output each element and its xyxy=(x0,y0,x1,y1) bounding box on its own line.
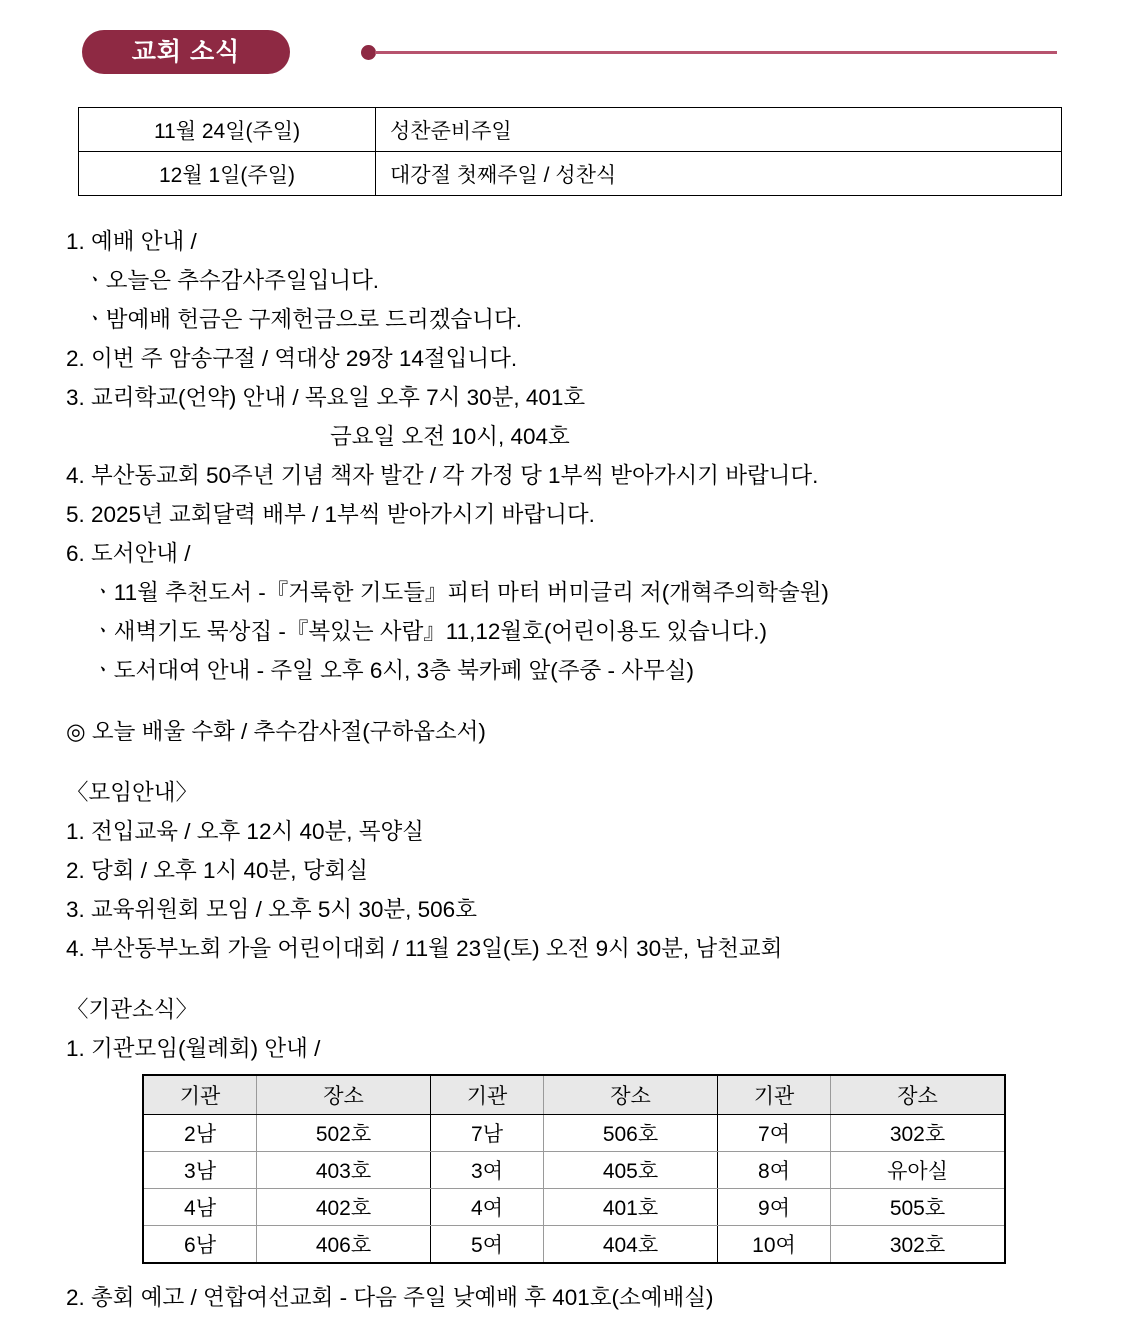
header-rule-decoration xyxy=(375,51,1057,54)
meeting-item: 2. 당회 / 오후 1시 40분, 당회실 xyxy=(66,858,368,883)
notice-item: 5. 2025년 교회달력 배부 / 1부씩 받아가시기 바랍니다. xyxy=(66,502,595,527)
room-cell: 506호 xyxy=(544,1115,718,1152)
schedule-date-cell: 12월 1일(주일) xyxy=(79,152,376,196)
room-cell: 505호 xyxy=(831,1189,1006,1226)
organization-table-container xyxy=(0,1068,1126,1264)
table-header-row xyxy=(143,1075,1005,1115)
table-row xyxy=(143,1115,1005,1152)
org-cell: 3여 xyxy=(431,1152,544,1189)
org-cell: 4여 xyxy=(431,1189,544,1226)
room-cell: 302호 xyxy=(831,1115,1006,1152)
room-cell: 404호 xyxy=(544,1226,718,1264)
notice-subitem: ㆍ새벽기도 묵상집 -『복있는 사람』11,12월호(어린이용도 있습니다.) xyxy=(92,619,768,644)
sign-language-notice: ◎ 오늘 배울 수화 / 추수감사절(구하옵소서) xyxy=(66,719,486,744)
room-cell: 405호 xyxy=(544,1152,718,1189)
room-cell: 406호 xyxy=(257,1226,431,1264)
org-cell: 7남 xyxy=(431,1115,544,1152)
table-row xyxy=(143,1189,1005,1226)
header-dot-decoration xyxy=(361,45,376,60)
org-cell: 9여 xyxy=(718,1189,831,1226)
org-cell: 5여 xyxy=(431,1226,544,1264)
schedule-desc-cell: 성찬준비주일 xyxy=(376,108,1062,152)
room-cell: 402호 xyxy=(257,1189,431,1226)
org-column-header: 기관 xyxy=(431,1075,544,1115)
notice-item: 1. 예배 안내 / xyxy=(66,229,197,254)
notice-item-continuation: 금요일 오전 10시, 404호 xyxy=(330,424,570,449)
table-row xyxy=(79,108,1062,152)
room-column-header: 장소 xyxy=(544,1075,718,1115)
notice-subitem: ㆍ11월 추천도서 -『거룩한 기도들』피터 마터 버미글리 저(개혁주의학술원) xyxy=(92,580,829,605)
schedule-date-cell: 11월 24일(주일) xyxy=(79,108,376,152)
org-cell: 8여 xyxy=(718,1152,831,1189)
org-cell: 10여 xyxy=(718,1226,831,1264)
room-column-header: 장소 xyxy=(257,1075,431,1115)
section-spacer xyxy=(0,968,1126,990)
section-spacer xyxy=(0,690,1126,712)
notice-subitem: ㆍ오늘은 추수감사주일입니다. xyxy=(84,268,380,293)
org-cell: 7여 xyxy=(718,1115,831,1152)
table-row xyxy=(79,152,1062,196)
org-column-header: 기관 xyxy=(143,1075,257,1115)
notice-item: 3. 교리학교(언약) 안내 / 목요일 오후 7시 30분, 401호 xyxy=(66,385,586,410)
notice-item: 4. 부산동교회 50주년 기념 책자 발간 / 각 가정 당 1부씩 받아가시기 바랍니다. xyxy=(66,463,819,488)
room-cell: 302호 xyxy=(831,1226,1006,1264)
org-cell: 6남 xyxy=(143,1226,257,1264)
schedule-table xyxy=(78,107,1062,196)
room-cell: 401호 xyxy=(544,1189,718,1226)
table-row xyxy=(143,1152,1005,1189)
meeting-item: 1. 전입교육 / 오후 12시 40분, 목양실 xyxy=(66,819,424,844)
org-column-header: 기관 xyxy=(718,1075,831,1115)
notice-subitem: ㆍ도서대여 안내 - 주일 오후 6시, 3층 북카페 앞(주중 - 사무실) xyxy=(92,658,694,683)
page-header xyxy=(0,0,1126,100)
notice-subitem: ㆍ밤예배 헌금은 구제헌금으로 드리겠습니다. xyxy=(84,307,522,332)
meeting-item: 4. 부산동부노회 가을 어린이대회 / 11월 23일(토) 오전 9시 30분, 남천교회 xyxy=(66,936,783,961)
notice-item: 2. 이번 주 암송구절 / 역대상 29장 14절입니다. xyxy=(66,346,518,371)
room-cell: 유아실 xyxy=(831,1152,1006,1189)
organizations-intro: 1. 기관모임(월례회) 안내 / xyxy=(66,1036,321,1061)
meeting-item: 3. 교육위원회 모임 / 오후 5시 30분, 506호 xyxy=(66,897,477,922)
organization-table xyxy=(142,1074,1006,1264)
schedule-desc-cell: 대강절 첫째주일 / 성찬식 xyxy=(376,152,1062,196)
organizations-footer-note: 2. 총회 예고 / 연합여선교회 - 다음 주일 낮예배 후 401호(소예배실) xyxy=(66,1285,714,1310)
notice-item: 6. 도서안내 / xyxy=(66,541,191,566)
org-cell: 4남 xyxy=(143,1189,257,1226)
room-column-header: 장소 xyxy=(831,1075,1006,1115)
page-title: 교회 소식 xyxy=(131,37,241,66)
org-cell: 3남 xyxy=(143,1152,257,1189)
table-row xyxy=(143,1226,1005,1264)
organizations-heading: 〈기관소식〉 xyxy=(66,997,198,1022)
room-cell: 502호 xyxy=(257,1115,431,1152)
section-title-pill xyxy=(82,30,290,74)
org-cell: 2남 xyxy=(143,1115,257,1152)
room-cell: 403호 xyxy=(257,1152,431,1189)
bulletin-content xyxy=(0,222,1126,1317)
section-spacer xyxy=(0,751,1126,773)
section-spacer xyxy=(0,1264,1126,1278)
meetings-heading: 〈모임안내〉 xyxy=(66,780,198,805)
